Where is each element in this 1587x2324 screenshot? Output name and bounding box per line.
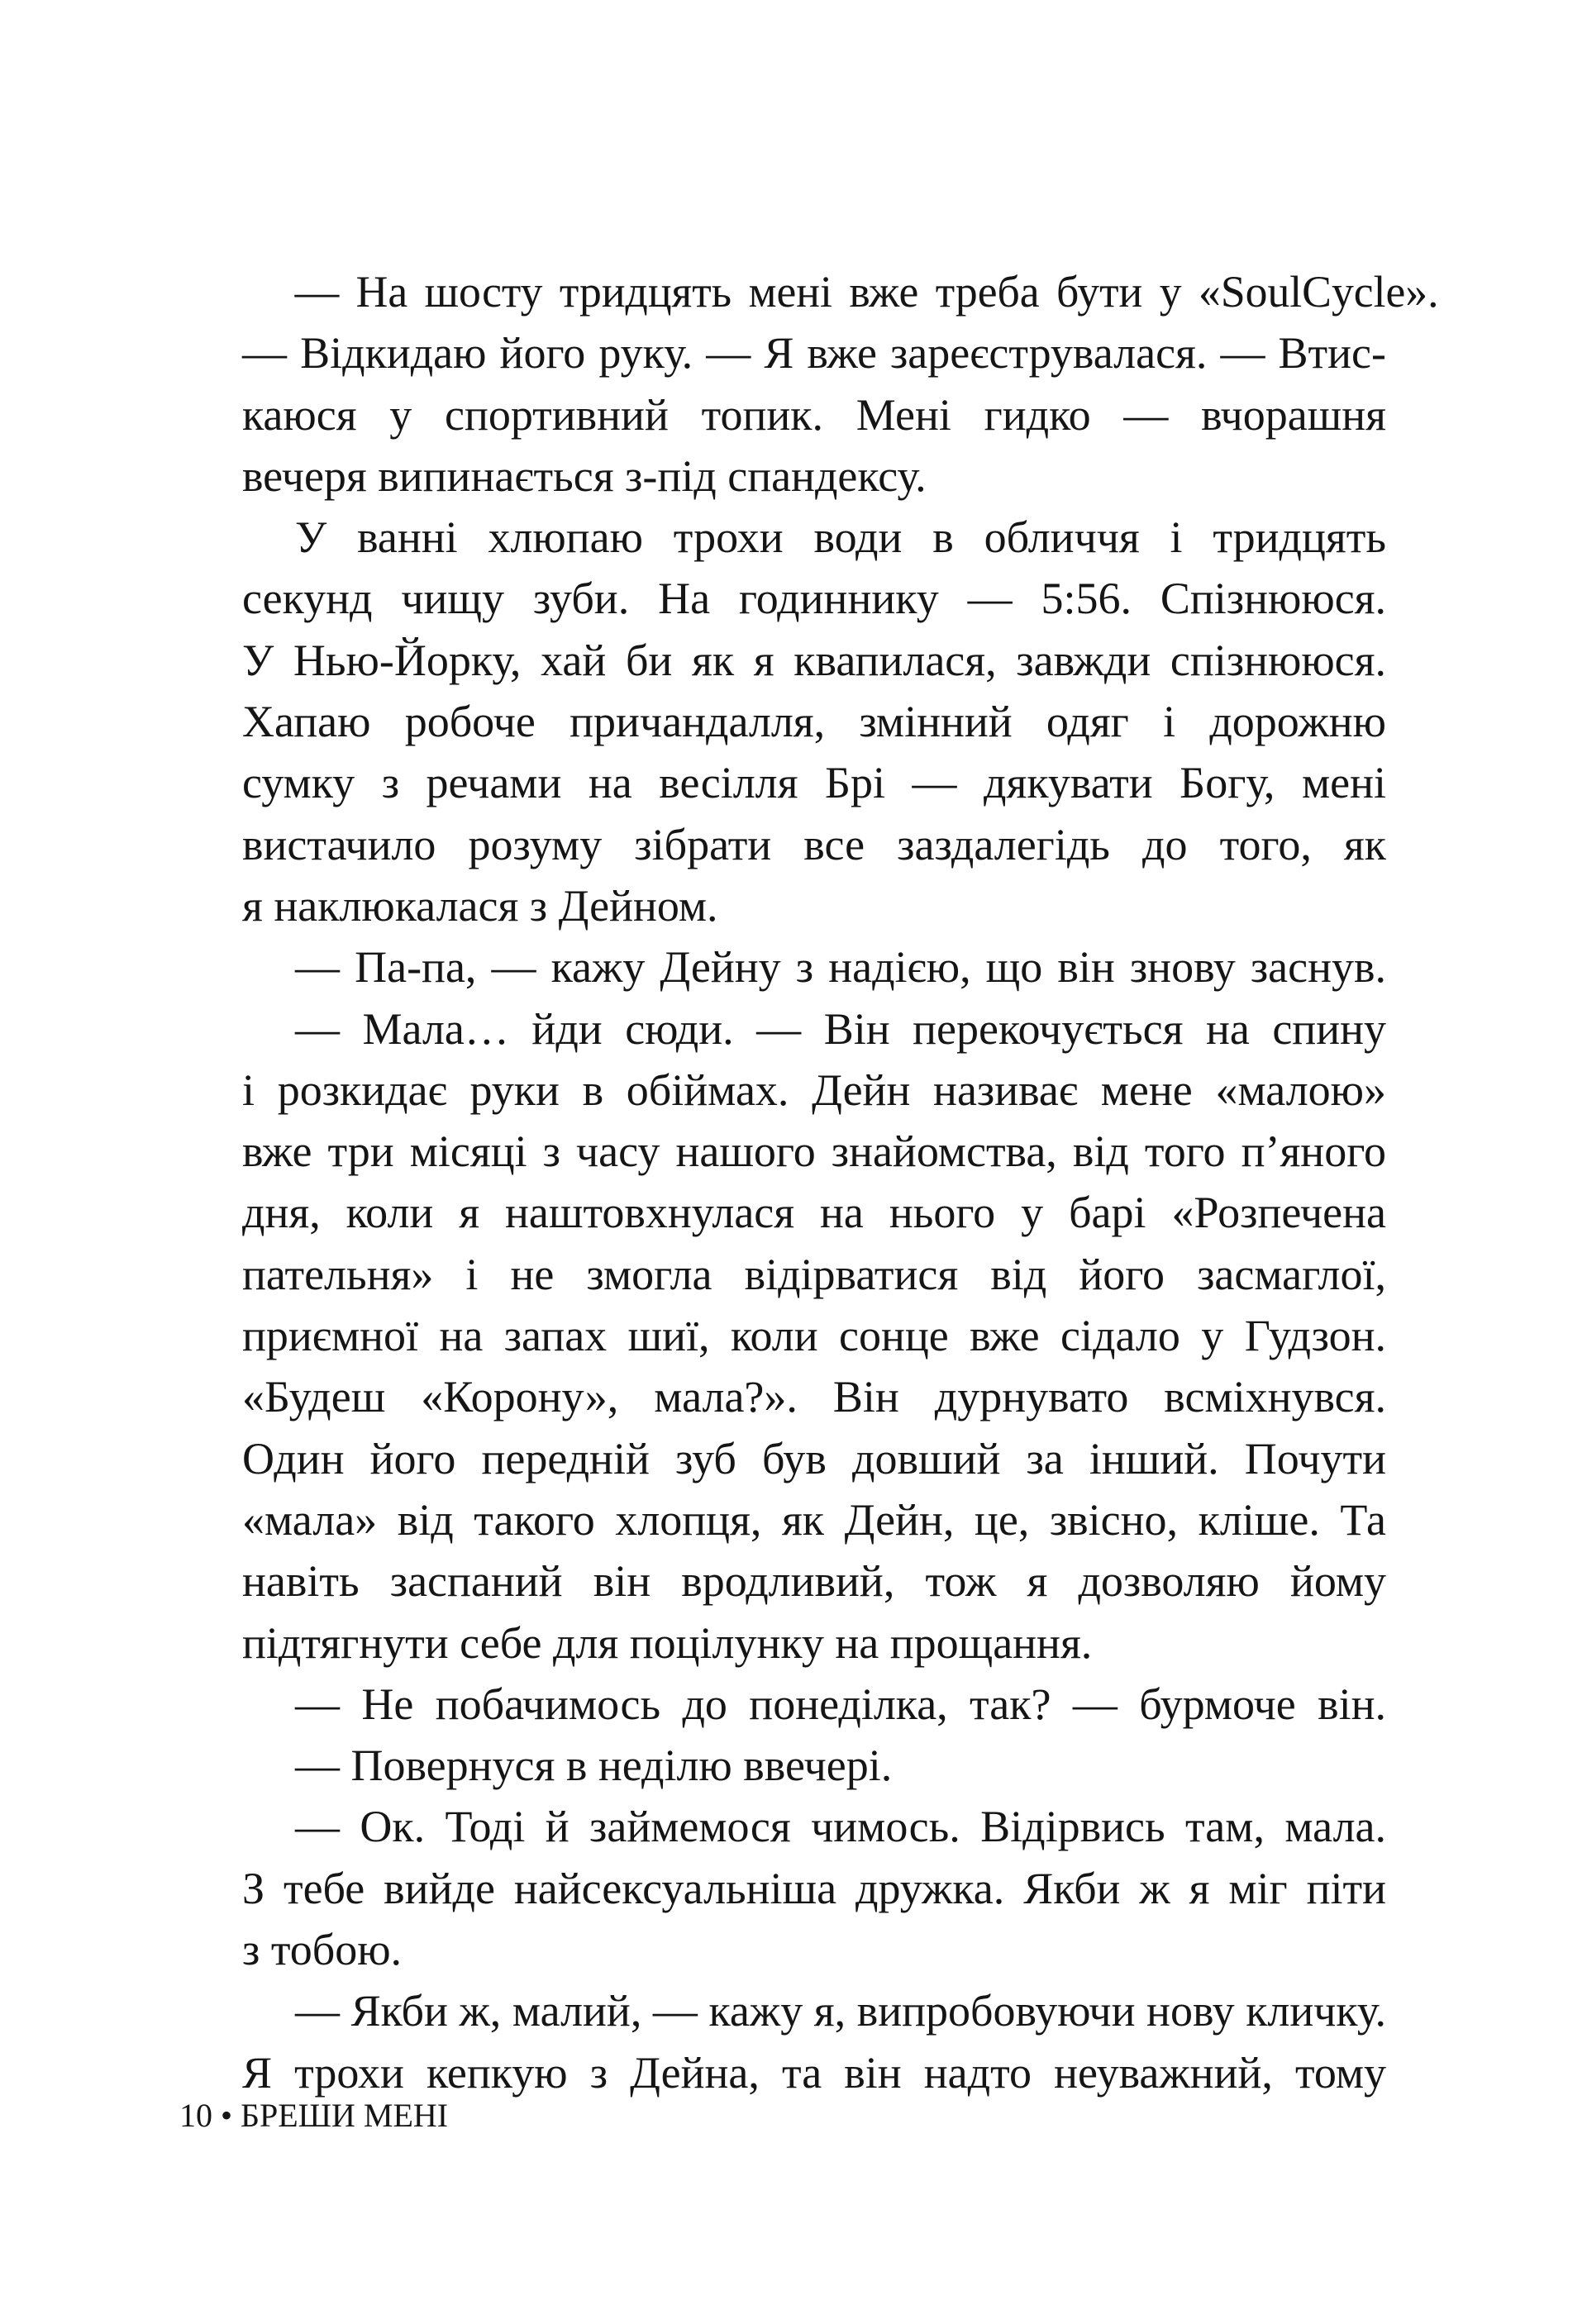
paragraph [242,936,1386,998]
text-line: вистачило розуму зібрати все заздалегідь до того, як [242,819,1386,869]
text-line: навіть заспаний він вродливий, тож я дозволяю йому [242,1556,1386,1607]
text-line: вечеря випинається з-під спандексу. [242,450,927,501]
text-line: пательня» і не змогла відірватися від його засмаглої, [242,1249,1386,1299]
text-line: — Ок. Тоді й займемося чимось. Відірвись там, мала. [295,1802,1386,1852]
text-line: З тебе вийде найсексуальніша дружка. Якби ж я міг піти [242,1863,1386,1913]
paragraph [242,1796,1386,1980]
text-line: Я трохи кепкую з Дейна, та він надто неуважний, тому [242,2047,1386,2098]
text-line: з тобою. [242,1925,403,1975]
bullet-separator: • [221,2097,233,2134]
text-line: У ванні хлюпаю трохи води в обличчя і тридцять [295,512,1386,563]
text-line: Один його передній зуб був довший за інший. Почути [242,1433,1386,1483]
text-line: — Повернуся в неділю ввечері. [295,1741,893,1791]
text-line: «мала» від такого хлопця, як Дейн, це, звісно, кліше. Та [242,1494,1386,1545]
text-line: — На шосту тридцять мені вже треба бути у «SoulCycle». [294,267,1439,317]
text-line: дня, коли я наштовхнулася на нього у барі «Розпечена [242,1188,1386,1238]
text-line: — Мала… йди сюди. — Він перекочується на спину [295,1003,1386,1054]
body-text [242,261,1439,2103]
text-line: — Відкидаю його руку. — Я вже зареєструвалася. — Втис- [242,328,1386,379]
paragraph [242,261,1439,507]
text-line: я наклюкалася з Дейном. [242,880,718,931]
text-line: і розкидає руки в обіймах. Дейн називає мене «малою» [242,1064,1386,1115]
text-line: приємної на запах шиї, коли сонце вже сідало у Гудзон. [242,1311,1386,1361]
running-footer [179,2096,448,2135]
paragraph [242,1980,1386,2103]
text-line: — Якби ж, малий, — кажу я, випробовуючи нову кличку. [295,1986,1386,2036]
text-line: Хапаю робоче причандалля, змінний одяг і дорожню [242,697,1386,747]
text-line: вже три місяці з часу нашого знайомства, від того п’яного [242,1126,1386,1177]
text-line: — Па-па, — кажу Дейну з надією, що він знову заснув. [295,942,1386,993]
paragraph [242,507,1386,936]
text-line: У Нью-Йорку, хай би як я квапилася, завжди спізнююся. [242,635,1386,685]
paragraph [242,1674,1386,1735]
page-number: 10 [179,2097,212,2134]
paragraph [242,998,1386,1674]
paragraph [242,1735,1386,1796]
text-line: секунд чищу зуби. На годиннику — 5:56. Спізнююся. [242,574,1386,624]
text-line: — Не побачимось до понеділка, так? — бурмоче він. [295,1679,1386,1729]
book-title: БРЕШИ МЕНІ [241,2097,449,2134]
text-line: «Будеш «Корону», мала?». Він дурнувато всміхнувся. [242,1372,1386,1422]
text-line: сумку з речами на весілля Брі — дякувати Богу, мені [242,758,1386,808]
text-line: підтягнути себе для поцілунку на прощання. [242,1617,1093,1668]
text-line: каюся у спортивний топик. Мені гидко — вчорашня [242,389,1386,440]
